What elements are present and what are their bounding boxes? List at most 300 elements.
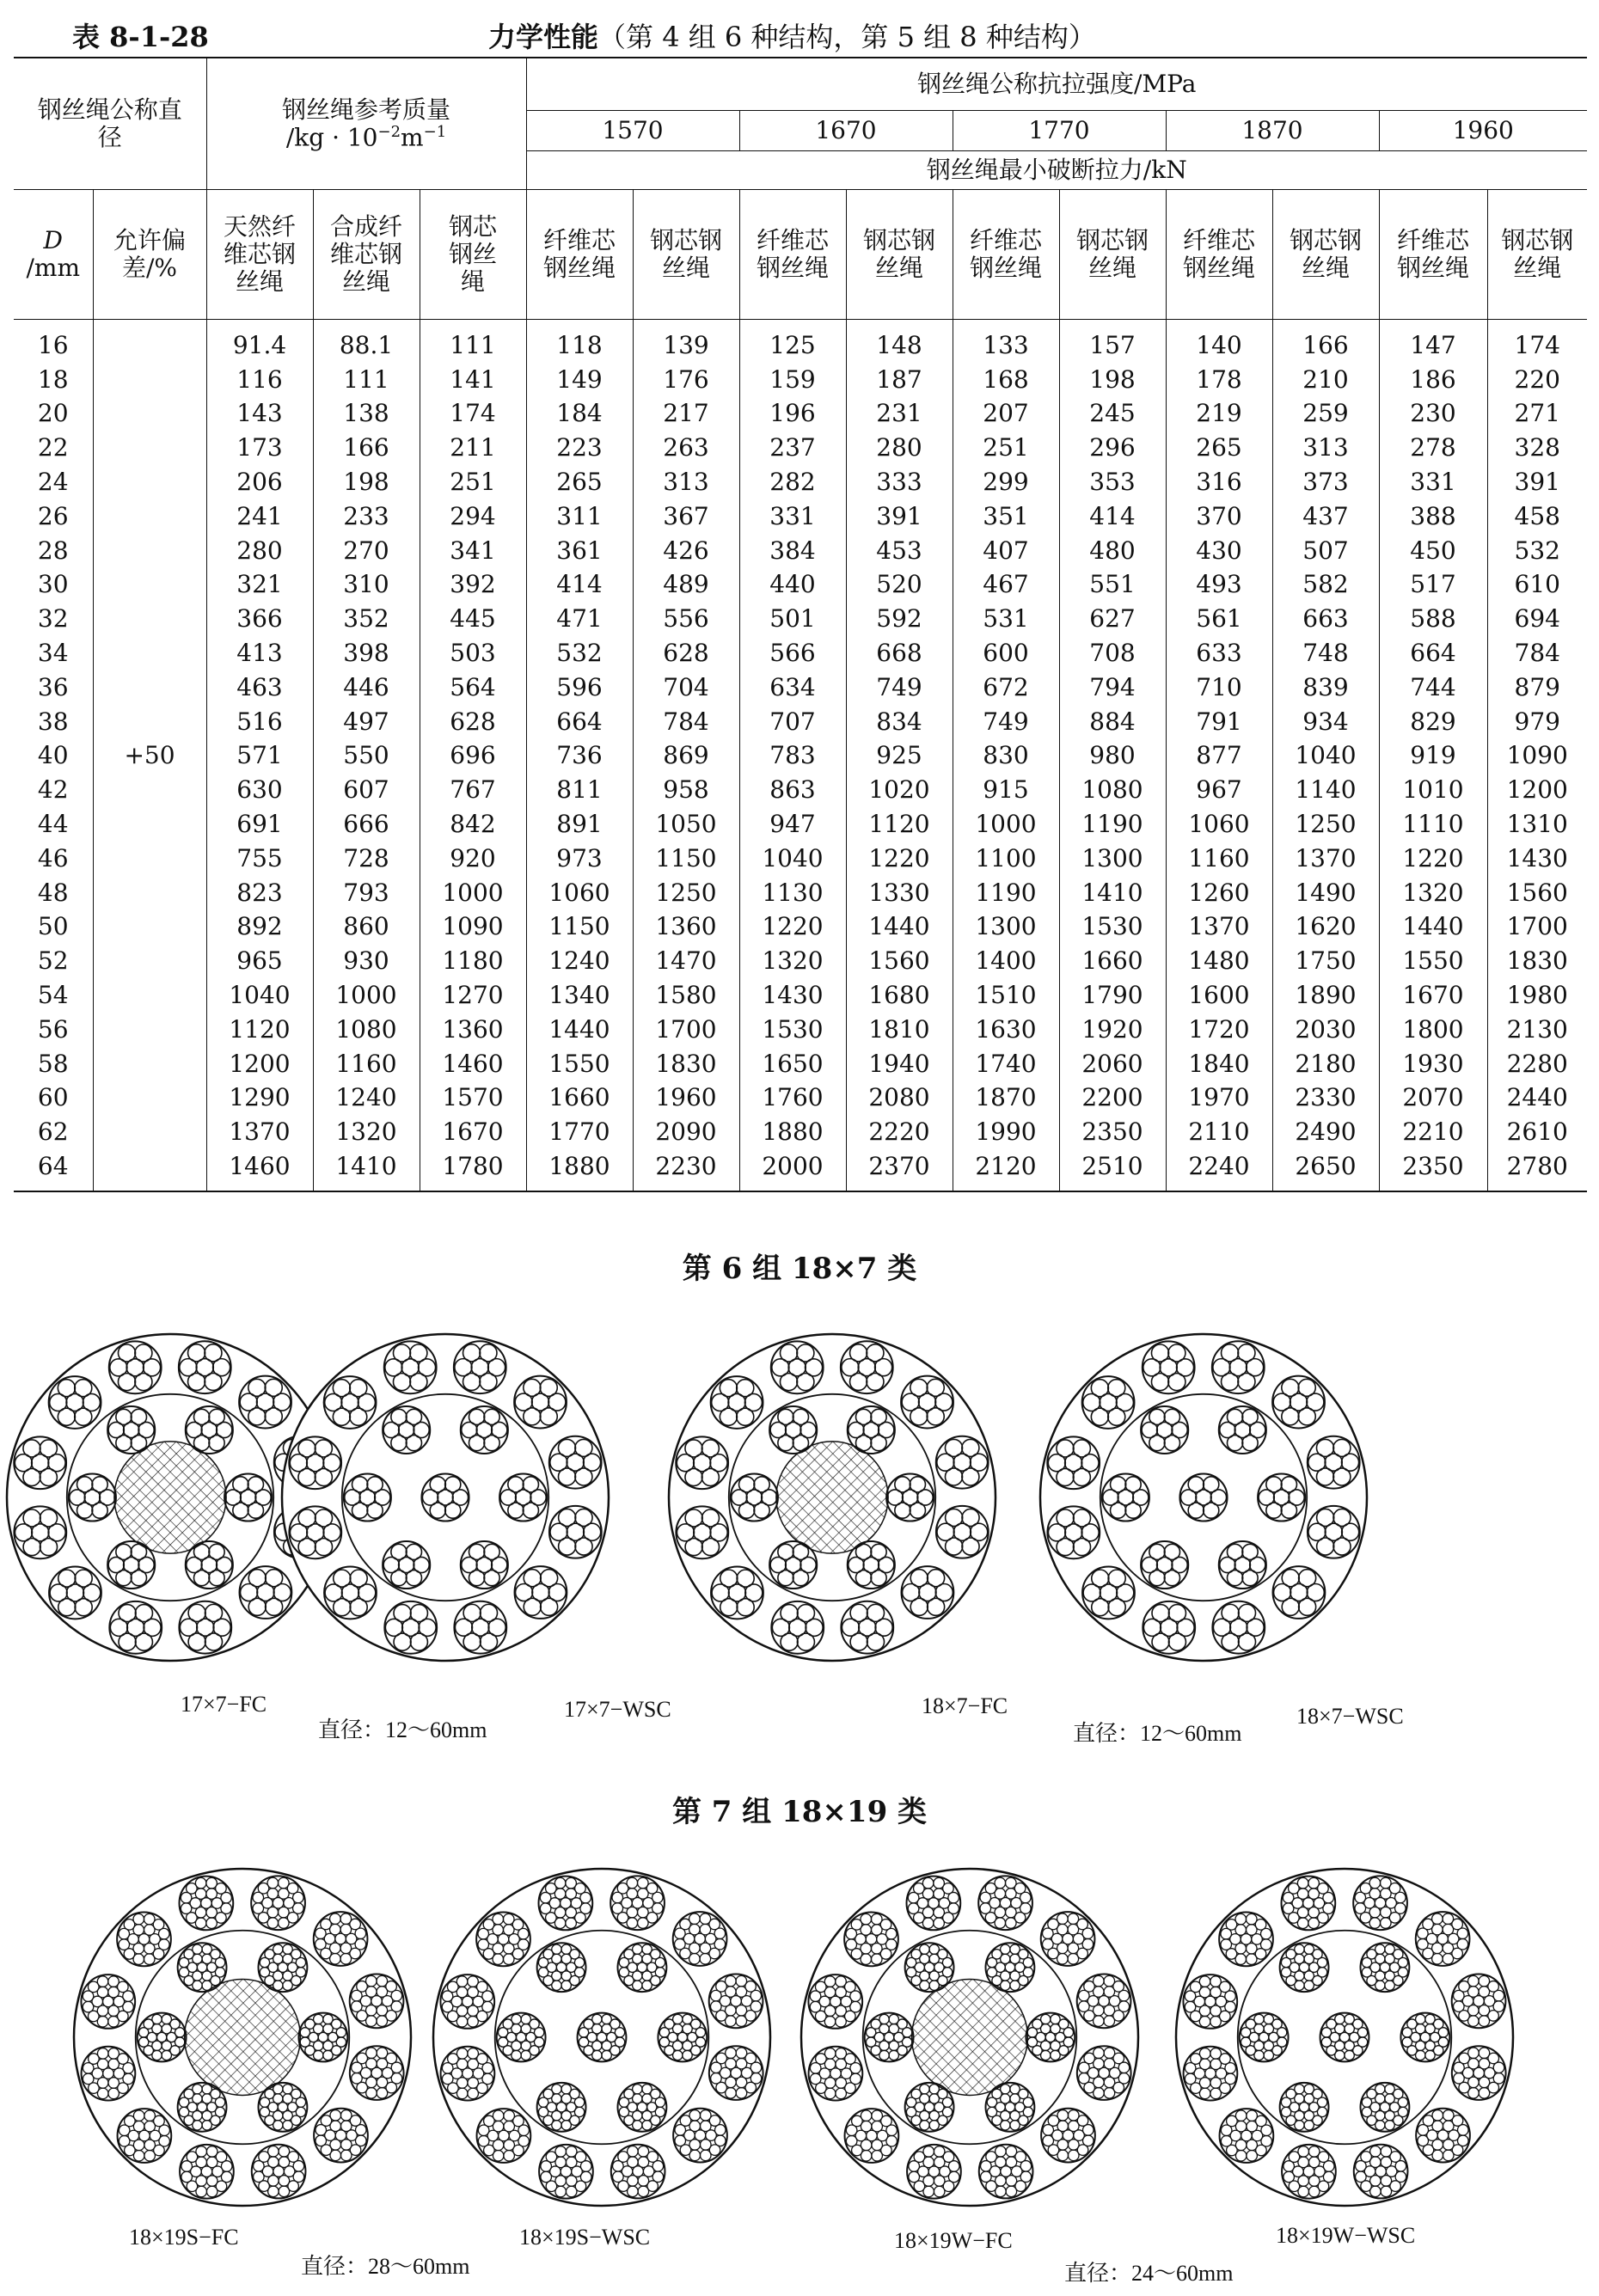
table-cell: 1160 — [313, 1047, 420, 1081]
table-cell: 600 — [953, 636, 1059, 670]
table-cell: 1250 — [633, 876, 739, 910]
table-cell: 1430 — [739, 978, 846, 1013]
table-cell: 520 — [846, 568, 953, 603]
table-cell: 823 — [206, 876, 313, 910]
table-cell: 143 — [206, 397, 313, 432]
table-cell: 294 — [420, 499, 526, 534]
table-row — [14, 320, 1587, 363]
table-cell: 223 — [526, 431, 633, 465]
table-cell: 1040 — [1272, 739, 1379, 774]
table-cell: 794 — [1059, 670, 1166, 705]
table-cell: 1220 — [846, 842, 953, 876]
cell-diameter: 28 — [37, 536, 69, 565]
table-cell: 1200 — [206, 1047, 313, 1081]
table-cell: 860 — [313, 910, 420, 945]
group6-label-3: 18×7−FC — [922, 1693, 1008, 1718]
cell-diameter: 64 — [14, 1149, 93, 1191]
table-cell: 666 — [313, 807, 420, 842]
table-cell: 564 — [420, 670, 526, 705]
table-cell: 414 — [1059, 499, 1166, 534]
table-cell: 627 — [1059, 602, 1166, 636]
table-cell: 2000 — [739, 1149, 846, 1191]
table-cell: 736 — [526, 739, 633, 774]
table-cell: 1340 — [526, 978, 633, 1013]
table-row — [14, 739, 1587, 774]
table-cell: 973 — [526, 842, 633, 876]
table-cell: 352 — [313, 602, 420, 636]
cell-diameter: 32 — [37, 604, 69, 634]
table-cell: 749 — [846, 670, 953, 705]
table-cell: 219 — [1166, 397, 1272, 432]
table-cell: 1440 — [526, 1013, 633, 1047]
table-cell: 2330 — [1272, 1081, 1379, 1116]
header-strength-1570: 1570 — [526, 111, 739, 151]
table-cell: 353 — [1059, 465, 1166, 499]
table-cell: 531 — [953, 602, 1059, 636]
g7-rope-4 — [1176, 1869, 1513, 2206]
table-cell: 217 — [633, 397, 739, 432]
cell-diameter: 54 — [37, 980, 69, 1009]
group7-label-4: 18×19W−WSC — [1276, 2223, 1416, 2248]
table-cell: 133 — [953, 320, 1059, 363]
header-steel-core: 钢芯钢丝绳 — [420, 190, 526, 320]
cell-tolerance — [93, 636, 206, 670]
header-steel-core-3: 钢芯钢丝绳 — [1272, 190, 1379, 320]
table-cell: 704 — [633, 670, 739, 705]
table-cell: 707 — [739, 705, 846, 739]
table-cell: 231 — [846, 397, 953, 432]
table-cell: 414 — [526, 568, 633, 603]
table-cell: 1790 — [1059, 978, 1166, 1013]
table-cell: 1300 — [1059, 842, 1166, 876]
cell-tolerance — [93, 1149, 206, 1191]
cell-tolerance — [93, 1081, 206, 1116]
table-cell: 220 — [1487, 363, 1587, 397]
table-cell: 664 — [526, 705, 633, 739]
table-cell: 1150 — [633, 842, 739, 876]
cell-tolerance — [93, 534, 206, 568]
table-cell: 1290 — [206, 1081, 313, 1116]
table-cell: 1310 — [1487, 807, 1587, 842]
table-cell: 1670 — [1379, 978, 1487, 1013]
table-cell: 1150 — [526, 910, 633, 945]
table-cell: 370 — [1166, 499, 1272, 534]
table-cell: 493 — [1166, 568, 1272, 603]
table-cell: 1240 — [526, 944, 633, 978]
table-cell: 450 — [1379, 534, 1487, 568]
group7-diagrams — [0, 1857, 1599, 2226]
table-cell: 517 — [1379, 568, 1487, 603]
header-mass-label: 钢丝绳参考质量 — [281, 95, 450, 124]
table-cell: 891 — [526, 807, 633, 842]
table-cell: 2130 — [1487, 1013, 1587, 1047]
table-title — [488, 15, 1096, 55]
table-cell: 965 — [206, 944, 313, 978]
table-cell: 2220 — [846, 1115, 953, 1149]
cell-tolerance — [93, 320, 206, 363]
cell-tolerance — [93, 670, 206, 705]
table-cell: 2240 — [1166, 1149, 1272, 1191]
table-cell: 947 — [739, 807, 846, 842]
table-cell: 173 — [206, 431, 313, 465]
table-cell: 668 — [846, 636, 953, 670]
table-cell: 1560 — [846, 944, 953, 978]
table-cell: 1400 — [953, 944, 1059, 978]
table-cell: 696 — [420, 739, 526, 774]
table-cell: 1100 — [953, 842, 1059, 876]
table-cell: 1750 — [1272, 944, 1379, 978]
cell-tolerance — [93, 1013, 206, 1047]
table-cell: 233 — [313, 499, 420, 534]
table-cell: 282 — [739, 465, 846, 499]
table-cell: 251 — [953, 431, 1059, 465]
table-cell: 1360 — [633, 910, 739, 945]
table-row — [14, 363, 1587, 397]
cell-diameter: 52 — [37, 946, 69, 976]
table-cell: 930 — [313, 944, 420, 978]
table-cell: 198 — [313, 465, 420, 499]
table-cell: 1800 — [1379, 1013, 1487, 1047]
cell-tolerance — [93, 1115, 206, 1149]
table-cell: 311 — [526, 499, 633, 534]
cell-diameter: 18 — [37, 364, 69, 394]
table-cell: 1300 — [953, 910, 1059, 945]
table-cell: 296 — [1059, 431, 1166, 465]
table-cell: 159 — [739, 363, 846, 397]
table-cell: 588 — [1379, 602, 1487, 636]
table-cell: 1840 — [1166, 1047, 1272, 1081]
table-cell: 458 — [1487, 499, 1587, 534]
table-cell: 834 — [846, 705, 953, 739]
cell-diameter: 56 — [37, 1014, 69, 1044]
table-cell: 869 — [633, 739, 739, 774]
cell-tolerance — [93, 397, 206, 432]
group7-label-1: 18×19S−FC — [129, 2225, 239, 2250]
header-synthetic-fiber: 合成纤维芯钢丝绳 — [313, 190, 420, 320]
table-cell: 341 — [420, 534, 526, 568]
table-cell: 783 — [739, 739, 846, 774]
table-cell: 2030 — [1272, 1013, 1379, 1047]
table-cell: 2080 — [846, 1081, 953, 1116]
table-cell: 1110 — [1379, 807, 1487, 842]
table-cell: 1940 — [846, 1047, 953, 1081]
table-cell: 2510 — [1059, 1149, 1166, 1191]
table-cell: 361 — [526, 534, 633, 568]
table-row — [14, 1149, 1587, 1191]
table-cell: 88.1 — [313, 320, 420, 363]
table-row — [14, 534, 1587, 568]
table-row — [14, 1013, 1587, 1047]
table-cell: 1080 — [1059, 773, 1166, 807]
table-row — [14, 568, 1587, 603]
table-cell: 328 — [1487, 431, 1587, 465]
table-cell: 430 — [1166, 534, 1272, 568]
table-cell: 1720 — [1166, 1013, 1272, 1047]
table-cell: 1880 — [739, 1115, 846, 1149]
cell-tolerance — [93, 944, 206, 978]
cell-tolerance — [93, 568, 206, 603]
cell-diameter: 48 — [37, 878, 69, 907]
cell-diameter: 38 — [37, 707, 69, 736]
table-cell: 280 — [206, 534, 313, 568]
cell-tolerance — [93, 465, 206, 499]
header-steel-core-1: 钢芯钢丝绳 — [846, 190, 953, 320]
table-cell: 139 — [633, 320, 739, 363]
table-cell: 1570 — [420, 1081, 526, 1116]
table-cell: 1370 — [1272, 842, 1379, 876]
table-cell: 830 — [953, 739, 1059, 774]
table-cell: 1060 — [526, 876, 633, 910]
table-row — [14, 1115, 1587, 1149]
fiber-core — [114, 1442, 226, 1553]
table-cell: 210 — [1272, 363, 1379, 397]
cell-diameter: 62 — [37, 1117, 69, 1147]
table-cell: 842 — [420, 807, 526, 842]
table-cell: 116 — [206, 363, 313, 397]
table-cell: 174 — [420, 397, 526, 432]
table-cell: 1630 — [953, 1013, 1059, 1047]
table-cell: 168 — [953, 363, 1059, 397]
table-cell: 628 — [633, 636, 739, 670]
table-cell: 2120 — [953, 1149, 1059, 1191]
table-row — [14, 807, 1587, 842]
header-strength-1770: 1770 — [953, 111, 1166, 151]
table-cell: 125 — [739, 320, 846, 363]
cell-tolerance — [93, 431, 206, 465]
table-cell: 2280 — [1487, 1047, 1587, 1081]
table-cell: 118 — [526, 320, 633, 363]
table-cell: 176 — [633, 363, 739, 397]
table-cell: 634 — [739, 670, 846, 705]
cell-tolerance — [93, 807, 206, 842]
header-strength-group: 钢丝绳公称抗拉强度/MPa — [526, 58, 1587, 111]
table-cell: 1430 — [1487, 842, 1587, 876]
table-row — [14, 910, 1587, 945]
table-cell: 1680 — [846, 978, 953, 1013]
table-cell: 1120 — [846, 807, 953, 842]
cell-tolerance — [93, 773, 206, 807]
table-cell: 1090 — [1487, 739, 1587, 774]
table-cell: 265 — [526, 465, 633, 499]
cell-diameter: 26 — [37, 501, 69, 530]
table-cell: 147 — [1379, 320, 1487, 363]
table-cell: 184 — [526, 397, 633, 432]
table-cell: 2350 — [1059, 1115, 1166, 1149]
table-cell: 1770 — [526, 1115, 633, 1149]
table-row — [14, 636, 1587, 670]
group6-label-1: 17×7−FC — [181, 1692, 267, 1717]
table-row — [14, 1081, 1587, 1116]
table-cell: 1760 — [739, 1081, 846, 1116]
header-mass-group — [206, 58, 526, 190]
table-cell: 259 — [1272, 397, 1379, 432]
table-cell: 299 — [953, 465, 1059, 499]
table-row — [14, 978, 1587, 1013]
table-cell: 610 — [1487, 568, 1587, 603]
table-row — [14, 397, 1587, 432]
table-cell: 980 — [1059, 739, 1166, 774]
table-cell: 1200 — [1487, 773, 1587, 807]
table-cell: 140 — [1166, 320, 1272, 363]
table-cell: 331 — [1379, 465, 1487, 499]
table-row — [14, 773, 1587, 807]
header-diameter-group: 钢丝绳公称直径 — [14, 58, 206, 190]
table-cell: 2090 — [633, 1115, 739, 1149]
table-cell: 811 — [526, 773, 633, 807]
table-cell: 2110 — [1166, 1115, 1272, 1149]
table-row — [14, 465, 1587, 499]
table-cell: 1780 — [420, 1149, 526, 1191]
group6-label-4: 18×7−WSC — [1296, 1704, 1404, 1729]
table-cell: 2070 — [1379, 1081, 1487, 1116]
table-cell: 767 — [420, 773, 526, 807]
table-cell: 607 — [313, 773, 420, 807]
table-cell: 748 — [1272, 636, 1379, 670]
header-strength-1870: 1870 — [1166, 111, 1379, 151]
cell-tolerance — [93, 876, 206, 910]
table-cell: 2490 — [1272, 1115, 1379, 1149]
table-cell: 366 — [206, 602, 313, 636]
header-steel-core-4: 钢芯钢丝绳 — [1487, 190, 1587, 320]
table-cell: 278 — [1379, 431, 1487, 465]
table-cell: 440 — [739, 568, 846, 603]
cell-diameter: 22 — [37, 433, 69, 462]
g6-rope-3 — [669, 1334, 996, 1661]
group6-title: 第 6 组 18×7 类 — [682, 1252, 917, 1286]
table-cell: 1880 — [526, 1149, 633, 1191]
table-cell: 1530 — [739, 1013, 846, 1047]
table-cell: 1260 — [1166, 876, 1272, 910]
g6-rope-2 — [282, 1334, 609, 1661]
table-cell: 1650 — [739, 1047, 846, 1081]
table-cell: 1010 — [1379, 773, 1487, 807]
table-cell: 1370 — [206, 1115, 313, 1149]
table-cell: 863 — [739, 773, 846, 807]
table-cell: 744 — [1379, 670, 1487, 705]
table-row — [14, 431, 1587, 465]
table-cell: 1370 — [1166, 910, 1272, 945]
table-cell: 111 — [313, 363, 420, 397]
table-cell: 532 — [526, 636, 633, 670]
table-cell: 501 — [739, 602, 846, 636]
table-cell: 1330 — [846, 876, 953, 910]
table-cell: 749 — [953, 705, 1059, 739]
cell-tolerance — [93, 363, 206, 397]
table-cell: 211 — [420, 431, 526, 465]
table-cell: 1000 — [313, 978, 420, 1013]
header-fiber-core-2: 纤维芯钢丝绳 — [953, 190, 1059, 320]
table-cell: 829 — [1379, 705, 1487, 739]
table-cell: 453 — [846, 534, 953, 568]
table-cell: 373 — [1272, 465, 1379, 499]
table-cell: 710 — [1166, 670, 1272, 705]
table-cell: 1560 — [1487, 876, 1587, 910]
table-cell: 1220 — [739, 910, 846, 945]
table-cell: 1040 — [206, 978, 313, 1013]
table-cell: 2440 — [1487, 1081, 1587, 1116]
table-cell: 1660 — [1059, 944, 1166, 978]
table-cell: 791 — [1166, 705, 1272, 739]
table-cell: 467 — [953, 568, 1059, 603]
table-cell: 186 — [1379, 363, 1487, 397]
table-row — [14, 876, 1587, 910]
table-cell: 507 — [1272, 534, 1379, 568]
cell-diameter: 20 — [37, 399, 69, 428]
table-cell: 391 — [846, 499, 953, 534]
table-cell: 446 — [313, 670, 420, 705]
table-cell: 1410 — [1059, 876, 1166, 910]
table-cell: 388 — [1379, 499, 1487, 534]
table-cell: 1460 — [420, 1047, 526, 1081]
table-cell: 166 — [313, 431, 420, 465]
table-cell: 398 — [313, 636, 420, 670]
cell-tolerance — [93, 910, 206, 945]
fiber-core — [185, 1980, 301, 2096]
table-cell: 592 — [846, 602, 953, 636]
cell-diameter: 50 — [37, 912, 69, 941]
table-cell: 1050 — [633, 807, 739, 842]
table-cell: 313 — [1272, 431, 1379, 465]
table-cell: 1410 — [313, 1149, 420, 1191]
table-cell: 1930 — [1379, 1047, 1487, 1081]
table-cell: 251 — [420, 465, 526, 499]
table-number: 表 8-1-28 — [72, 21, 209, 53]
cell-diameter: 36 — [37, 672, 69, 701]
table-cell: 1130 — [739, 876, 846, 910]
table-cell: 91.4 — [206, 320, 313, 363]
table-title-bold: 力学性能 — [488, 21, 599, 53]
table-cell: 877 — [1166, 739, 1272, 774]
table-cell: 367 — [633, 499, 739, 534]
table-header — [0, 15, 1599, 53]
table-cell: 967 — [1166, 773, 1272, 807]
cell-diameter: 34 — [37, 638, 69, 667]
table-cell: 728 — [313, 842, 420, 876]
table-cell: 1320 — [739, 944, 846, 978]
table-cell: 1460 — [206, 1149, 313, 1191]
table-cell: 489 — [633, 568, 739, 603]
table-cell: 919 — [1379, 739, 1487, 774]
g7-rope-1 — [74, 1869, 411, 2206]
table-cell: 497 — [313, 705, 420, 739]
table-cell: 1470 — [633, 944, 739, 978]
cell-tolerance — [93, 978, 206, 1013]
table-cell: 1890 — [1272, 978, 1379, 1013]
table-cell: 391 — [1487, 465, 1587, 499]
table-cell: 1700 — [1487, 910, 1587, 945]
cell-diameter: 24 — [37, 467, 69, 496]
table-cell: 1090 — [420, 910, 526, 945]
table-row — [14, 705, 1587, 739]
table-cell: 925 — [846, 739, 953, 774]
table-cell: 934 — [1272, 705, 1379, 739]
table-cell: 879 — [1487, 670, 1587, 705]
table-cell: 1670 — [420, 1115, 526, 1149]
table-cell: 310 — [313, 568, 420, 603]
table-row — [14, 602, 1587, 636]
header-strength-1960: 1960 — [1379, 111, 1587, 151]
table-cell: 628 — [420, 705, 526, 739]
table-cell: 463 — [206, 670, 313, 705]
table-cell: 1320 — [313, 1115, 420, 1149]
table-cell: 1180 — [420, 944, 526, 978]
group7-diameter-right: 直径：24～60mm — [1064, 2261, 1234, 2286]
table-cell: 1960 — [633, 1081, 739, 1116]
table-cell: 1550 — [1379, 944, 1487, 978]
table-cell: 630 — [206, 773, 313, 807]
table-cell: 426 — [633, 534, 739, 568]
table-cell: 920 — [420, 842, 526, 876]
